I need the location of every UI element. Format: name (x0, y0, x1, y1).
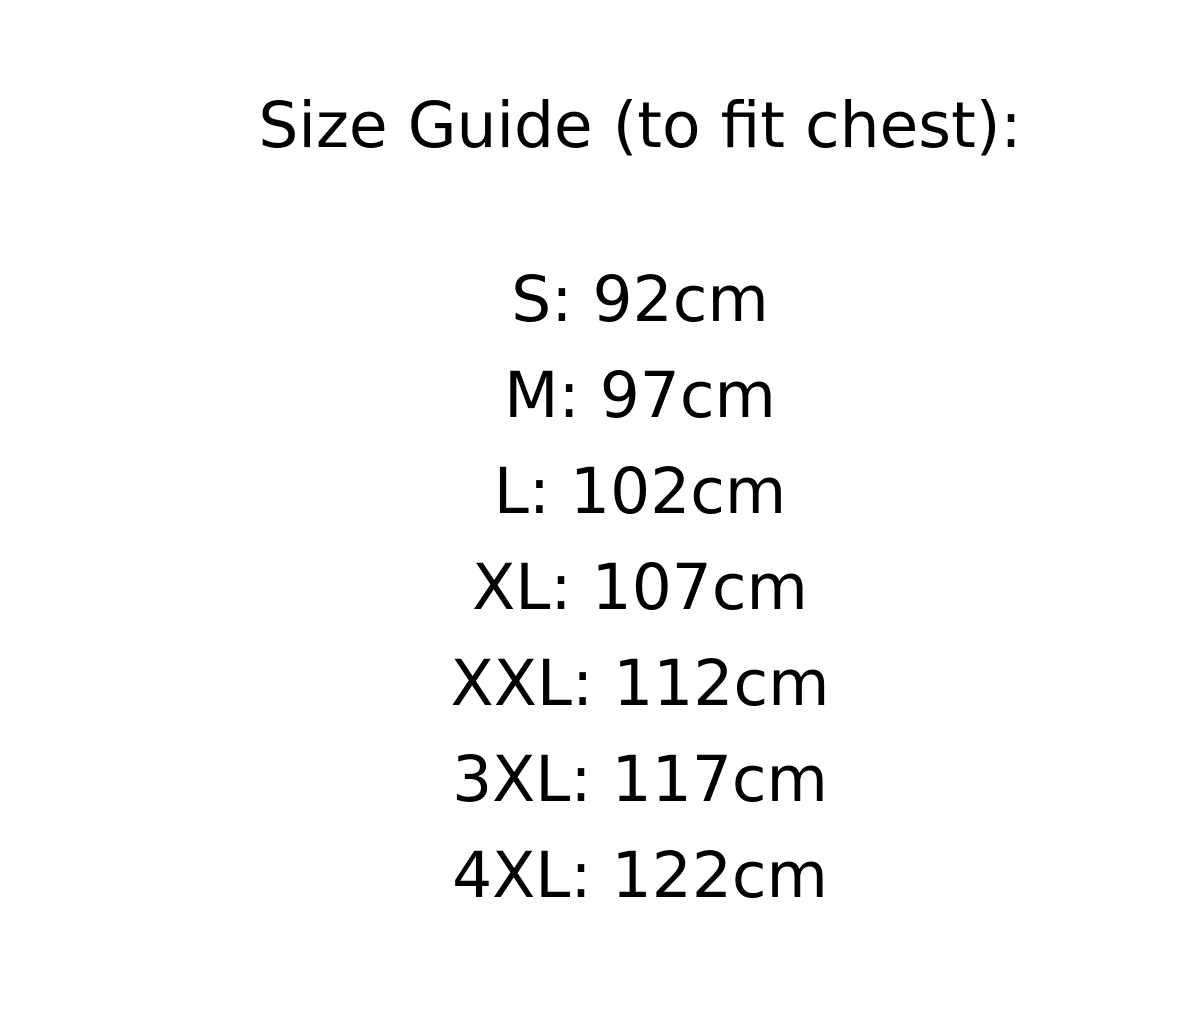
size-row-xxl: XXL: 112cm (450, 647, 830, 720)
size-row-m: M: 97cm (504, 359, 776, 432)
size-guide-title: Size Guide (to fit chest): (258, 89, 1022, 162)
size-row-3xl: 3XL: 117cm (452, 743, 828, 816)
size-row-l: L: 102cm (493, 455, 787, 528)
size-row-xl: XL: 107cm (472, 551, 808, 624)
size-list (78, 252, 1202, 924)
size-row-4xl: 4XL: 122cm (452, 839, 828, 912)
size-row-s: S: 92cm (511, 263, 769, 336)
